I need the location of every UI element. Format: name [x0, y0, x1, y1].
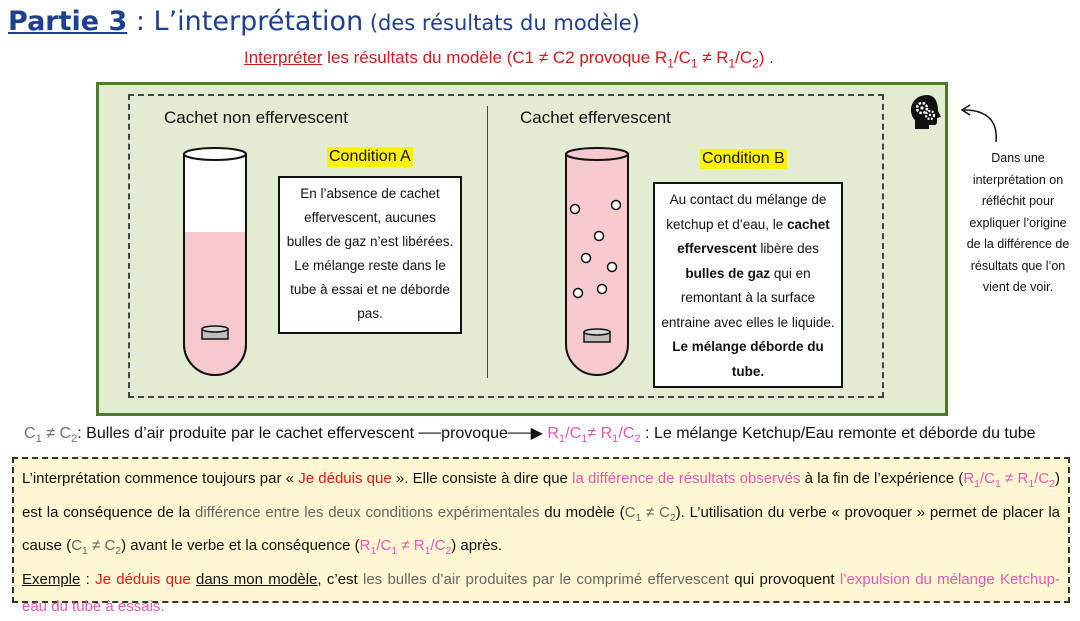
- formula-verb: provoque: [441, 425, 508, 442]
- condition-b-label: Condition B: [702, 150, 785, 167]
- subtitle-end: ) .: [758, 48, 774, 67]
- condition-b-text: Au contact du mélange de ketchup et d’eau, le cachet effervescent libère des bulles de gaz qui en remontant à la surface entraine avec elles le liquide. Le mélange déborde du tube.: [653, 182, 843, 388]
- formula-effect: : Le mélange Ketchup/Eau remonte et déborde du tube: [640, 425, 1036, 442]
- tablet-icon: [202, 326, 228, 339]
- title-sub: (des résultats du modèle): [363, 11, 640, 35]
- condition-a-label: Condition A: [329, 148, 411, 165]
- subtitle-rest: les résultats du modèle (C1 ≠ C2 provoque R: [322, 48, 668, 67]
- side-note: Dans une interprétation on réfléchit pour expliquer l’origine de la différence de résultats que l’on vient de voir.: [966, 151, 1070, 294]
- right-heading: Cachet effervescent: [520, 108, 671, 127]
- condition-a-text: En l’absence de cachet effervescent, aucunes bulles de gaz n’est libérées. Le mélange reste dans le tube à essai et ne déborde pas.: [278, 176, 462, 334]
- title-partie: Partie 3: [8, 6, 128, 37]
- formula-cause: : Bulles d’air produite par le cachet effervescent: [77, 425, 415, 442]
- formula-line: $C_1 \ne C_2$: Bulles d’air produite par le cachet effervescent ──provoque──▶ $R_1/C_1\ne R_1/C_2$ : Le mélange Ketchup/Eau remonte et déborde du tube: [24, 425, 1036, 446]
- curved-arrow-icon: [958, 104, 1008, 146]
- formula-arrow-right: ──▶: [507, 425, 543, 442]
- formula-arrow-left: ──: [418, 425, 442, 442]
- example-label: Exemple: [22, 570, 81, 588]
- left-heading: Cachet non effervescent: [164, 108, 348, 127]
- page-title: [8, 6, 640, 37]
- title-colon: :: [127, 6, 154, 37]
- tablet-icon: [584, 329, 610, 342]
- test-tube-icon: [180, 146, 250, 378]
- explanation-box: L’interprétation commence toujours par « Je déduis que ». Elle consiste à dire que la différence de résultats observés à la fin de l’expérience $(R_1/C_1 \ne R_1/C_2)$ est la conséquence de la différence entre les deux conditions expérimentales du modèle $(C_1 \ne C_2)$. L’utilisation du verbe « provoquer » permet de placer la cause $(C_1 \ne C_2)$ avant le verbe et la conséquence $(R_1/C_1 \ne R_1/C_2)$ après. Exemple : Je déduis que dans mon modèle, c’est les bulles d’air produites par le comprimé effervescent qui provoquent l’expulsion du mélange Ketchup-eau du tube à essais.: [12, 457, 1070, 603]
- test-tube-icon: [562, 146, 632, 386]
- subtitle-verb: Interpréter: [244, 48, 323, 67]
- panel-divider: [487, 106, 488, 378]
- title-main: L’interprétation: [153, 6, 364, 37]
- brain-gears-icon: [910, 94, 944, 130]
- subtitle: Interpréter les résultats du modèle (C1 ≠ C2 provoque $R_1/C_1 \ne R_1/C_2$) .: [244, 48, 774, 71]
